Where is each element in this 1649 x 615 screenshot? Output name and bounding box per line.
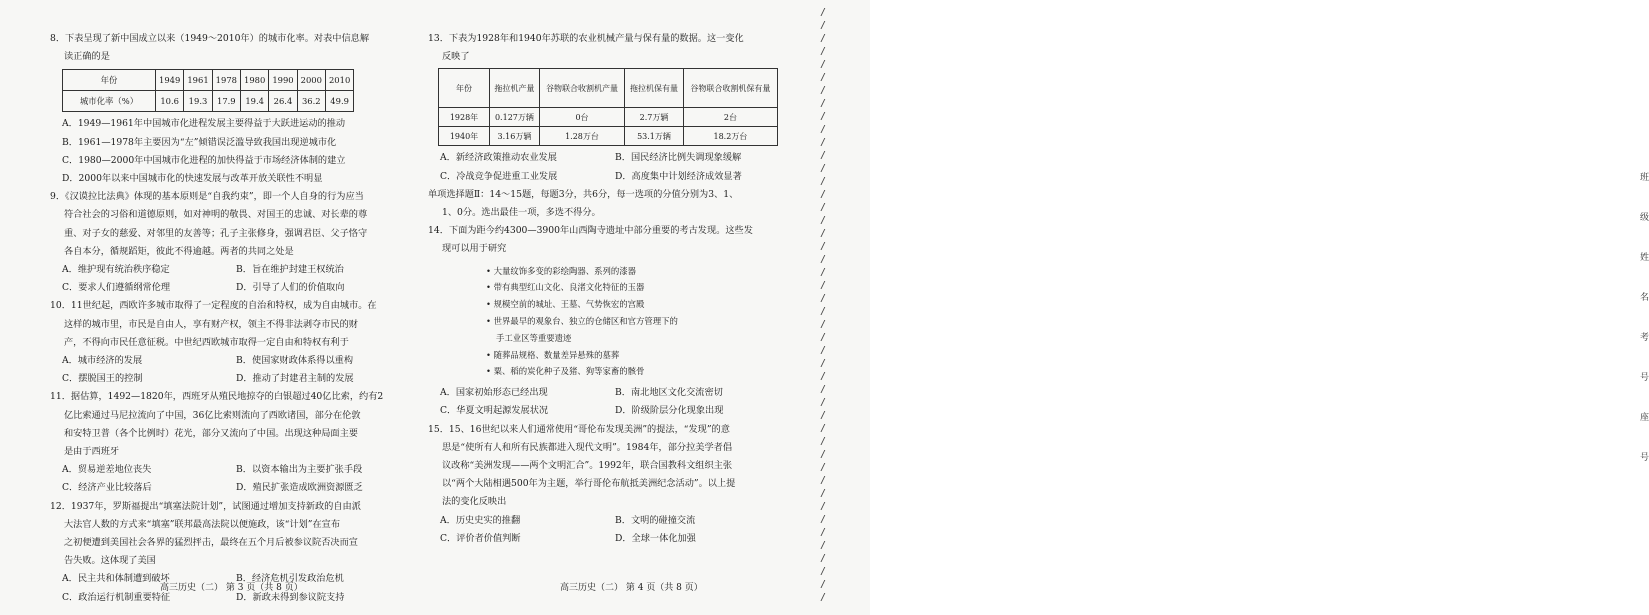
- option-a: A．新经济政策推动农业发展: [440, 152, 557, 164]
- q12-line: 12．1937年，罗斯福提出“填塞法院计划”，试图通过增加支持新政的自由派: [50, 500, 361, 512]
- option-b: B．经济危机引发政治危机: [236, 573, 344, 585]
- q15-line: 法的变化反映出: [442, 496, 507, 508]
- archaeology-list: [486, 263, 778, 381]
- cut-line: / / / / / / / / / / / / / / / / / / / / / / / / / / / / / / / / / / / / / / / / / / / / / /: [819, 7, 827, 603]
- table-cell: 拖拉机保有量: [625, 69, 684, 108]
- table-cell: 1990: [269, 70, 297, 91]
- question-9: [50, 188, 398, 297]
- table-cell: 3.16万辆: [490, 127, 540, 146]
- margin-label: 号: [1640, 453, 1649, 463]
- q12-line: 告失败。这体现了美国: [64, 555, 156, 567]
- option-b: B．使国家财政体系得以重构: [236, 355, 354, 367]
- option-c: C．华夏文明起源发展状况: [440, 405, 549, 417]
- option-a: A．历史史实的推翻: [440, 514, 521, 526]
- question-14: [428, 222, 778, 420]
- page-footer-right: 高三历史（二） 第 4 页（共 8 页）: [560, 583, 703, 593]
- table-row: [439, 127, 778, 146]
- q10-line: 产，不得向市民任意征税。中世纪西欧城市取得一定自由和特权有利于: [64, 336, 349, 348]
- option-b: B．旨在维护封建王权统治: [236, 264, 344, 276]
- question-10: [50, 297, 398, 388]
- option-c: C．经济产业比较落后: [62, 482, 152, 494]
- option-c: C．政治运行机制重要特征: [62, 591, 171, 603]
- soviet-machinery-table: [438, 68, 778, 146]
- q15-line: 思是“使所有人和所有民族都进入现代文明”。1984年，部分拉美学者倡: [442, 441, 733, 453]
- option-a: A．国家初始形态已经出现: [440, 387, 548, 399]
- list-item: • 随葬品规格、数量差异悬殊的墓葬: [486, 349, 620, 360]
- right-column: [428, 30, 778, 548]
- table-cell: 2010: [325, 70, 353, 91]
- q14-line-2: 现可以用于研究: [442, 243, 507, 255]
- q12-line: 之初便遭到美国社会各界的猛烈抨击，最终在五个月后被参议院否决而宣: [64, 537, 358, 549]
- table-cell: 1928年: [439, 108, 490, 127]
- option-b: B．国民经济比例失调现象缓解: [615, 152, 742, 164]
- option-b: B．南北地区文化交流密切: [615, 387, 723, 399]
- q8-line-1: 8．下表呈现了新中国成立以来（1949～2010年）的城市化率。对表中信息解: [50, 33, 370, 44]
- q8-line-2: 读正确的是: [64, 51, 110, 63]
- table-cell: 谷物联合收割机保有量: [683, 69, 777, 108]
- q13-options: [428, 149, 778, 185]
- q10-line: 这样的城市里，市民是自由人，享有财产权，领主不得非法剥夺市民的财: [64, 318, 358, 330]
- table-cell: 19.3: [184, 91, 212, 112]
- option-b: B．以资本输出为主要扩张手段: [236, 464, 363, 476]
- margin-label: 座: [1640, 413, 1649, 423]
- option-d: D．推动了封建君主制的发展: [236, 373, 354, 385]
- option-c: C．要求人们遵循纲常伦理: [62, 282, 171, 294]
- q14-line-1: 14．下面为距今约4300—3900年山西陶寺遗址中部分重要的考古发现。这些发: [428, 225, 753, 237]
- q10-options: [50, 352, 398, 388]
- q11-line: 是由于西班牙: [64, 446, 120, 458]
- list-item: • 规模空前的城址、王墓、气势恢宏的宫殿: [486, 299, 645, 310]
- q14-options: [428, 384, 778, 420]
- list-item: • 粟、稻的炭化种子及猪、狗等家畜的骸骨: [486, 366, 645, 377]
- option-a: A．维护现有统治秩序稳定: [62, 264, 170, 276]
- section-instructions: [428, 186, 778, 222]
- q9-options: [50, 261, 398, 297]
- table-cell: 18.2万台: [683, 127, 777, 146]
- option-c: C．评价者价值判断: [440, 532, 521, 544]
- table-cell: 36.2: [297, 91, 325, 112]
- table-cell: 1.28万台: [539, 127, 624, 146]
- option-d: D．引导了人们的价值取向: [236, 282, 345, 294]
- margin-label: 班: [1640, 173, 1649, 183]
- option-b: B．1961—1978年主要因为“左”倾错误泛滥导致我国出现逆城市化: [62, 136, 337, 148]
- list-item: 手工业区等重要遗迹: [496, 332, 572, 343]
- page-footer-left: 高三历史（二） 第 3 页（共 8 页）: [160, 583, 303, 593]
- option-a: A．贸易逆差地位丧失: [62, 464, 152, 476]
- table-cell: 0台: [539, 108, 624, 127]
- q15-options: [428, 512, 778, 548]
- q11-line: 11．据估算，1492—1820年，西班牙从殖民地掠夺的白银超过40亿比索，约有2: [50, 391, 384, 403]
- option-a: A．城市经济的发展: [62, 355, 143, 367]
- list-item: • 世界最早的观象台、独立的仓储区和官方管理下的: [486, 316, 678, 327]
- option-d: D．阶级阶层分化现象出现: [615, 405, 724, 417]
- table-cell: 0.127万辆: [490, 108, 540, 127]
- table-cell: 26.4: [269, 91, 297, 112]
- margin-label: 号: [1640, 373, 1649, 383]
- table-cell: 1980: [240, 70, 268, 91]
- section-line-1: 单项选择题Ⅱ：14～15题，每题3分，共6分，每一选项的分值分别为3、1、: [428, 188, 739, 200]
- table-row: [439, 108, 778, 127]
- table-cell: 53.1万辆: [625, 127, 684, 146]
- table-cell: 1978: [212, 70, 240, 91]
- table-cell: 1949: [156, 70, 184, 91]
- question-13: [428, 30, 778, 186]
- table-cell: 拖拉机产量: [490, 69, 540, 108]
- table-cell: 17.9: [212, 91, 240, 112]
- option-c: C．摆脱国王的控制: [62, 373, 143, 385]
- table-cell: 年份: [63, 70, 156, 91]
- urbanization-table: [62, 69, 354, 112]
- question-8: [50, 30, 398, 188]
- section-line-2: 1、0分。选出最佳一项，多选不得分。: [442, 207, 601, 219]
- option-d: D．殖民扩张造成欧洲资源匮乏: [236, 482, 363, 494]
- option-d: D．2000年以来中国城市化的快速发展与改革开放关联性不明显: [62, 173, 323, 185]
- binding-margin: [798, 0, 1649, 615]
- question-15: [428, 421, 778, 548]
- margin-label: 级: [1640, 213, 1649, 223]
- q13-line-1: 13．下表为1928年和1940年苏联的农业机械产量与保有量的数据。这一变化: [428, 33, 744, 44]
- option-a: A．民主共和体制遭到破坏: [62, 573, 170, 585]
- margin-label: 名: [1640, 293, 1649, 303]
- q11-options: [50, 461, 398, 497]
- table-header-row: [63, 70, 354, 91]
- q13-line-2: 反映了: [442, 51, 470, 63]
- table-cell: 2000: [297, 70, 325, 91]
- table-cell: 19.4: [240, 91, 268, 112]
- q9-line: 9．《汉谟拉比法典》体现的基本原则是“自我约束”，即一个人自身的行为应当: [50, 191, 364, 203]
- option-d: D．高度集中计划经济成效显著: [615, 170, 742, 182]
- table-cell: 1940年: [439, 127, 490, 146]
- q10-line: 10．11世纪起，西欧许多城市取得了一定程度的自治和特权，成为自由城市。在: [50, 300, 377, 312]
- list-item: • 带有典型红山文化、良渚文化特征的玉器: [486, 282, 645, 293]
- option-d: D．新政未得到参议院支持: [236, 591, 345, 603]
- option-a: A．1949—1961年中国城市化进程发展主要得益于大跃进运动的推动: [62, 118, 346, 130]
- table-cell: 谷物联合收割机产量: [539, 69, 624, 108]
- margin-label: 姓: [1640, 253, 1649, 263]
- left-column: [50, 30, 398, 607]
- table-cell: 49.9: [325, 91, 353, 112]
- q11-line: 亿比索通过马尼拉流向了中国，36亿比索则流向了西欧诸国，部分在伦敦: [64, 409, 361, 421]
- table-cell: 2.7万辆: [625, 108, 684, 127]
- table-header-row: [439, 69, 778, 108]
- table-cell: 10.6: [156, 91, 184, 112]
- q9-line: 各自本分，循规蹈矩，彼此不得逾越。两者的共同之处是: [64, 245, 294, 257]
- q9-line: 符合社会的习俗和道德原则，如对神明的敬畏、对国王的忠诚、对长辈的尊: [64, 209, 368, 221]
- q15-line: 15．15、16世纪以来人们通常使用“哥伦布发现美洲”的提法，“发现”的意: [428, 423, 730, 435]
- option-c: C．冷战竞争促进重工业发展: [440, 170, 558, 182]
- option-b: B．文明的碰撞交流: [615, 514, 696, 526]
- margin-label: 考: [1640, 333, 1649, 343]
- table-cell: 2台: [683, 108, 777, 127]
- q12-line: 大法官人数的方式来“填塞”联邦最高法院以便施政，该“计划”在宣布: [64, 518, 341, 530]
- table-cell: 1961: [184, 70, 212, 91]
- q11-line: 和安特卫普（各个比例时）花光，部分又流向了中国。出现这种局面主要: [64, 427, 358, 439]
- option-c: C．1980—2000年中国城市化进程的加快得益于市场经济体制的建立: [62, 154, 346, 166]
- q9-line: 重、对子女的慈爱、对邻里的友善等；孔子主张修身，强调君臣、父子恪守: [64, 227, 368, 239]
- q15-line: 议改称“美洲发现——两个文明汇合”。1992年，联合国教科文组织主张: [442, 460, 733, 472]
- question-11: [50, 388, 398, 497]
- table-row: [63, 91, 354, 112]
- q15-line: 以“两个大陆相遇500年为主题，举行哥伦布航抵美洲纪念活动”。以上提: [442, 478, 736, 490]
- table-cell: 城市化率（%）: [63, 91, 156, 112]
- table-cell: 年份: [439, 69, 490, 108]
- list-item: • 大量纹饰多变的彩绘陶器、系列的漆器: [486, 265, 636, 276]
- option-d: D．全球一体化加强: [615, 532, 696, 544]
